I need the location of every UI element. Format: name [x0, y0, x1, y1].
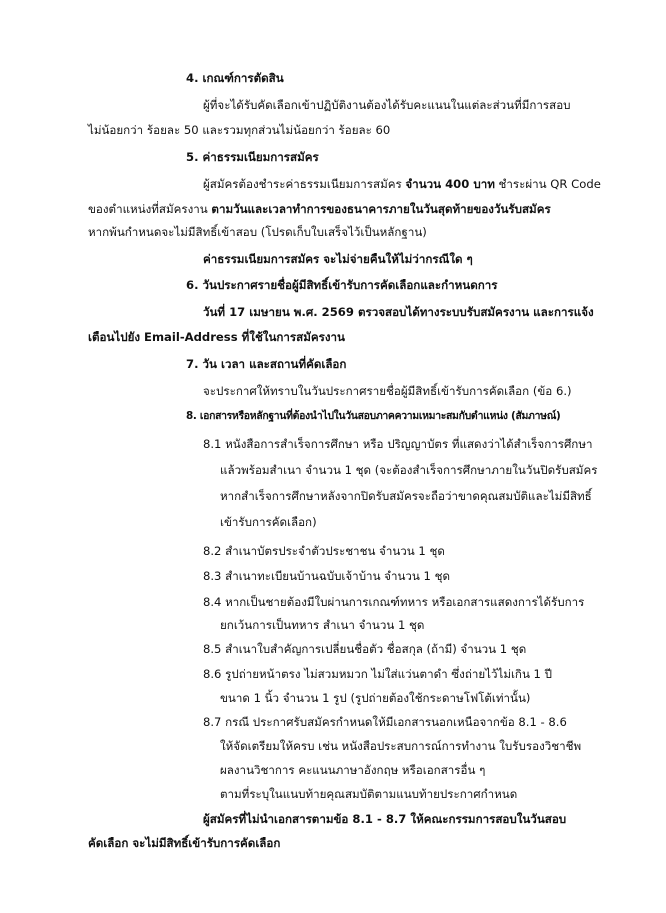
item-8-1-line-4: เข้ารับการคัดเลือก)	[220, 515, 317, 529]
item-8-7-line-4: ตามที่ระบุในแนบท้ายคุณสมบัติตามแนบท้ายประกาศกำหนด	[220, 787, 518, 801]
section-5-text-line-1	[203, 176, 601, 192]
section-5-text-line-2	[88, 201, 551, 217]
section-5-heading: 5. ค่าธรรมเนียมการสมัคร	[186, 150, 319, 164]
item-8-6-line-1: 8.6 รูปถ่ายหน้าตรง ไม่สวมหมวก ไม่ใส่แว่นตาดำ ซึ่งถ่ายไว้ไม่เกิน 1 ปี	[203, 667, 552, 681]
fee-amount: จำนวน 400 บาท	[405, 177, 495, 191]
closing-note-line-2: คัดเลือก จะไม่มีสิทธิ์เข้ารับการคัดเลือก	[88, 836, 281, 850]
item-8-4-line-1: 8.4 หากเป็นชายต้องมีใบผ่านการเกณฑ์ทหาร หรือเอกสารแสดงการได้รับการ	[203, 595, 585, 609]
section-5-text-line-1-start: ผู้สมัครต้องชำระค่าธรรมเนียมการสมัคร	[203, 177, 406, 191]
section-6-text-line-2: เตือนไปยัง Email-Address ที่ใช้ในการสมัครงาน	[88, 330, 345, 344]
item-8-7-line-3: ผลงานวิชาการ คะแนนภาษาอังกฤษ หรือเอกสารอื่น ๆ	[220, 763, 486, 777]
section-8-heading: 8. เอกสารหรือหลักฐานที่ต้องนำไปในวันสอบภาคความเหมาะสมกับตำแหน่ง (สัมภาษณ์)	[186, 410, 561, 422]
section-6-heading: 6. วันประกาศรายชื่อผู้มีสิทธิ์เข้ารับการคัดเลือกและกำหนดการ	[186, 278, 498, 292]
item-8-2: 8.2 สำเนาบัตรประจำตัวประชาชน จำนวน 1 ชุด	[203, 544, 445, 558]
section-4-heading: 4. เกณฑ์การตัดสิน	[186, 71, 284, 85]
item-8-7-line-1: 8.7 กรณี ประกาศรับสมัครกำหนดให้มีเอกสารนอกเหนือจากข้อ 8.1 - 8.6	[203, 715, 567, 729]
section-5-text-line-3: หากพ้นกำหนดจะไม่มีสิทธิ์เข้าสอบ (โปรดเก็บใบเสร็จไว้เป็นหลักฐาน)	[88, 225, 427, 239]
item-8-4-line-2: ยกเว้นการเป็นทหาร สำเนา จำนวน 1 ชุด	[220, 618, 425, 632]
section-5-text-line-1-end: ชำระผ่าน QR Code	[494, 177, 601, 191]
item-8-5: 8.5 สำเนาใบสำคัญการเปลี่ยนชื่อตัว ชื่อสกุล (ถ้ามี) จำนวน 1 ชุด	[203, 642, 527, 656]
item-8-7-line-2: ให้จัดเตรียมให้ครบ เช่น หนังสือประสบการณ์การทำงาน ใบรับรองวิชาชีพ	[220, 739, 582, 753]
section-5-note: ค่าธรรมเนียมการสมัคร จะไม่จ่ายคืนให้ไม่ว่ากรณีใด ๆ	[203, 252, 473, 266]
section-4-text-line-1: ผู้ที่จะได้รับคัดเลือกเข้าปฏิบัติงานต้องได้รับคะแนนในแต่ละส่วนที่มีการสอบ	[203, 98, 571, 112]
item-8-1-line-1: 8.1 หนังสือการสำเร็จการศึกษา หรือ ปริญญาบัตร ที่แสดงว่าได้สำเร็จการศึกษา	[203, 437, 593, 451]
item-8-1-line-3: หากสำเร็จการศึกษาหลังจากปิดรับสมัครจะถือว่าขาดคุณสมบัติและไม่มีสิทธิ์	[220, 489, 592, 503]
section-7-text-line-1: จะประกาศให้ทราบในวันประกาศรายชื่อผู้มีสิทธิ์เข้ารับการคัดเลือก (ข้อ 6.)	[203, 384, 572, 398]
item-8-3: 8.3 สำเนาทะเบียนบ้านฉบับเจ้าบ้าน จำนวน 1 ชุด	[203, 569, 450, 583]
item-8-1-line-2: แล้วพร้อมสำเนา จำนวน 1 ชุด (จะต้องสำเร็จการศึกษาภายในวันปิดรับสมัคร	[220, 463, 598, 477]
item-8-6-line-2: ขนาด 1 นิ้ว จำนวน 1 รูป (รูปถ่ายต้องใช้กระดาษโฟโต้เท่านั้น)	[220, 691, 531, 705]
section-5-text-line-2-start: ของตำแหน่งที่สมัครงาน	[88, 202, 212, 216]
section-4-text-line-2: ไม่น้อยกว่า ร้อยละ 50 และรวมทุกส่วนไม่น้อยกว่า ร้อยละ 60	[88, 123, 391, 137]
section-7-heading: 7. วัน เวลา และสถานที่คัดเลือก	[186, 357, 347, 371]
payment-deadline: ตามวันและเวลาทำการของธนาคารภายในวันสุดท้ายของวันรับสมัคร	[211, 202, 551, 216]
closing-note-line-1: ผู้สมัครที่ไม่นำเอกสารตามข้อ 8.1 - 8.7 ให้คณะกรรมการสอบในวันสอบ	[203, 812, 567, 826]
section-6-text-line-1: วันที่ 17 เมษายน พ.ศ. 2569 ตรวจสอบได้ทางระบบรับสมัครงาน และการแจ้ง	[203, 305, 594, 319]
